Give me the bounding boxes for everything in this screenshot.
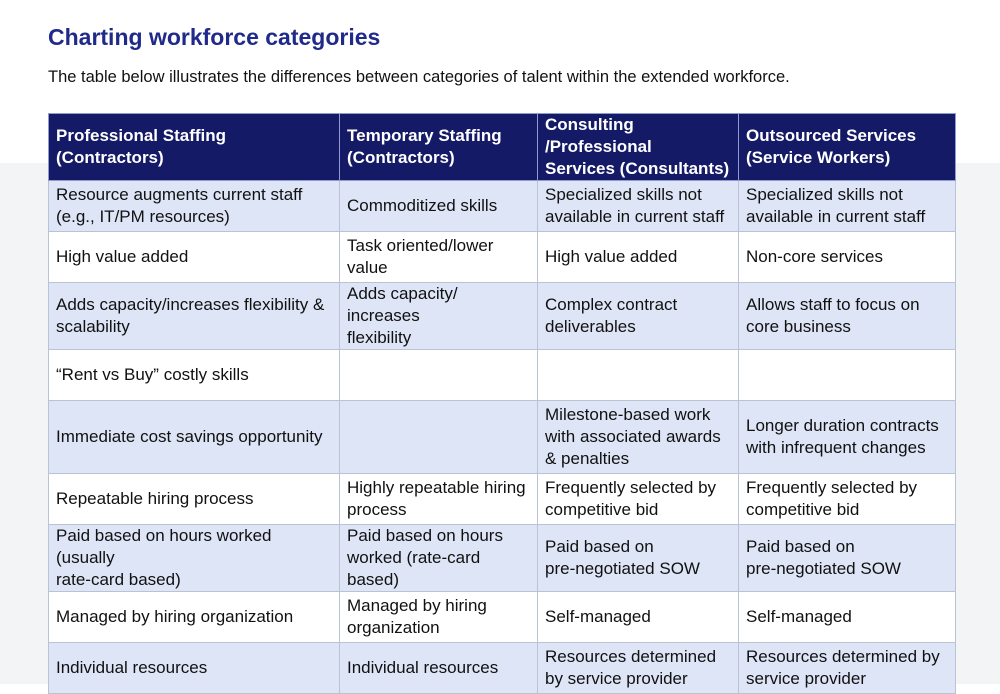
table-cell	[538, 350, 739, 401]
table-cell: Immediate cost savings opportunity	[49, 401, 340, 474]
table-cell: Individual resources	[340, 643, 538, 694]
table-cell: Individual resources	[49, 643, 340, 694]
table-cell: Frequently selected by competitive bid	[538, 474, 739, 525]
table-row	[49, 643, 956, 694]
header-professional-staffing: Professional Staffing (Contractors)	[49, 114, 340, 181]
table-row	[49, 474, 956, 525]
table-cell: Resources determined by service provider	[538, 643, 739, 694]
table-cell: Resource augments current staff (e.g., IT/PM resources)	[49, 181, 340, 232]
table-cell: “Rent vs Buy” costly skills	[49, 350, 340, 401]
table-cell: Longer duration contracts with infrequent changes	[739, 401, 956, 474]
table-cell: Adds capacity/ increases flexibility	[340, 283, 538, 350]
header-temporary-staffing: Temporary Staffing (Contractors)	[340, 114, 538, 181]
table-row	[49, 350, 956, 401]
table-cell: High value added	[49, 232, 340, 283]
table-row	[49, 525, 956, 592]
table-cell	[739, 350, 956, 401]
table-cell: Self-managed	[538, 592, 739, 643]
header-outsourced-services: Outsourced Services (Service Workers)	[739, 114, 956, 181]
intro-text: The table below illustrates the differences between categories of talent within the extended workforce.	[48, 68, 790, 86]
table-cell	[340, 401, 538, 474]
table-cell: Task oriented/lower value	[340, 232, 538, 283]
table-cell: Managed by hiring organization	[340, 592, 538, 643]
table-row	[49, 181, 956, 232]
table-row	[49, 283, 956, 350]
table-cell: Specialized skills not available in current staff	[538, 181, 739, 232]
table-cell: Non-core services	[739, 232, 956, 283]
table-row	[49, 592, 956, 643]
table-row	[49, 401, 956, 474]
table-cell: Paid based on pre-negotiated SOW	[739, 525, 956, 592]
table-cell: Resources determined by service provider	[739, 643, 956, 694]
table-cell: Allows staff to focus on core business	[739, 283, 956, 350]
table-cell: Paid based on hours worked (rate-card based)	[340, 525, 538, 592]
table-cell: Milestone-based work with associated awards & penalties	[538, 401, 739, 474]
table-cell: Highly repeatable hiring process	[340, 474, 538, 525]
table-cell: Self-managed	[739, 592, 956, 643]
page-title: Charting workforce categories	[48, 24, 381, 50]
table-cell: Repeatable hiring process	[49, 474, 340, 525]
table-cell: Paid based on hours worked (usually rate-card based)	[49, 525, 340, 592]
table-cell	[340, 350, 538, 401]
table-cell: Paid based on pre-negotiated SOW	[538, 525, 739, 592]
table-cell: Complex contract deliverables	[538, 283, 739, 350]
table-cell: Commoditized skills	[340, 181, 538, 232]
table-cell: High value added	[538, 232, 739, 283]
table-cell: Adds capacity/increases flexibility & scalability	[49, 283, 340, 350]
table-cell: Frequently selected by competitive bid	[739, 474, 956, 525]
table-cell: Managed by hiring organization	[49, 592, 340, 643]
table-row	[49, 232, 956, 283]
header-consulting-services: Consulting /Professional Services (Consultants)	[538, 114, 739, 181]
table-cell: Specialized skills not available in current staff	[739, 181, 956, 232]
workforce-categories-table	[48, 113, 956, 694]
table-header-row	[49, 114, 956, 181]
